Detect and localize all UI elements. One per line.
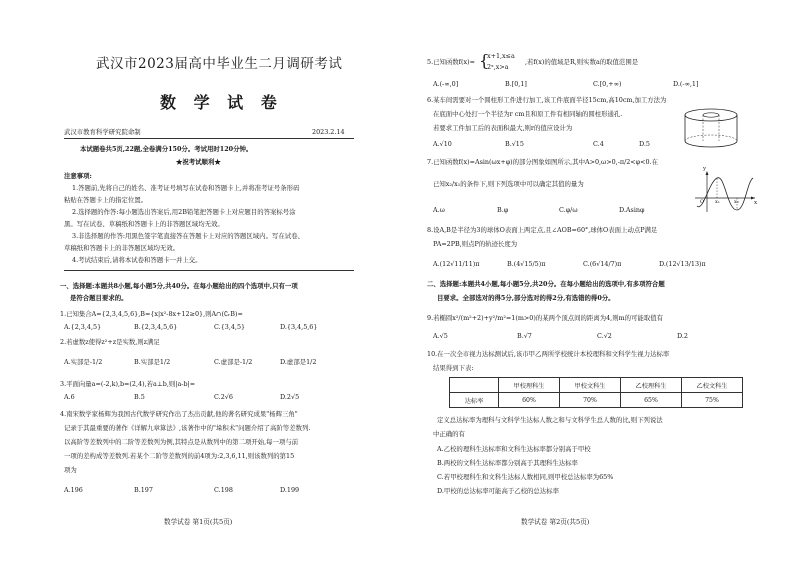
q10-option-a: A.乙校的理科生达标率和文科生达标率都分别高于甲校 <box>437 445 591 453</box>
table-cell: 65% <box>621 393 682 408</box>
notes-title: 注意事项: <box>64 172 92 180</box>
exam-info: 本试题卷共5页,22题,全卷满分150分。考试用时120分钟。 <box>80 145 253 153</box>
header-rule <box>64 138 354 139</box>
exam-date: 2023.2.14 <box>312 128 345 136</box>
q6-option-c: C.4 <box>593 140 604 148</box>
note-line: 粘贴在答题卡上的指定位置。 <box>64 196 148 204</box>
table-header-row <box>450 378 743 393</box>
q9-option-d: D.2 <box>677 332 688 340</box>
graph-label-x2: x₂ <box>734 199 739 205</box>
good-luck: ★祝考试顺利★ <box>176 158 221 166</box>
question-3: 3.平面向量a=(-2,k),b=(2,4),若a⊥b,则|a-b|= <box>60 380 196 388</box>
q3-option-b: B.5 <box>134 393 145 401</box>
q7-option-c: C.φ/ω <box>559 206 578 214</box>
graph-label-y: y <box>703 166 707 172</box>
q8-option-a: A.(12√11/11)π <box>433 260 480 268</box>
table-cell: 70% <box>560 393 621 408</box>
pass-rate-table <box>449 377 743 408</box>
notes-rule <box>64 270 354 271</box>
page-footer: 数学试卷 第1页(共5页) <box>164 518 233 526</box>
q7-option-a: A.ω <box>433 206 445 214</box>
q4-option-c: C.198 <box>214 486 233 494</box>
note-line: 3.非选择题的作答:用黑色签字笔直接答在答题卡上对应的答题区域内。写在试卷、 <box>72 232 304 240</box>
q3-option-d: D.2√5 <box>280 393 300 401</box>
question-4-line: 记录于其最重要的著作《详解九章算法》,该著作中的"垛积术"问题介绍了高阶等差数列. <box>64 424 311 432</box>
table-cell: 60% <box>499 393 560 408</box>
q2-option-d: D.虚部是1/2 <box>280 358 317 366</box>
graph-label-origin: O <box>700 199 705 205</box>
q5-option-a: A.(-∞,0] <box>433 80 459 88</box>
q4-option-d: D.199 <box>280 486 300 494</box>
section1-heading: 一、选择题:本题共8小题,每小题5分,共40分。在每小题给出的四个选项中,只有一项 <box>60 282 298 290</box>
question-5-suffix: ,若f(x)的值域是R,则实数a的取值范围是 <box>525 58 639 66</box>
question-10-line: 结果得到下表: <box>433 364 474 372</box>
publisher: 武汉市教育科学研究院命制 <box>64 128 141 136</box>
q1-option-a: A.{2,3,4,5} <box>64 323 102 331</box>
question-1: 1.已知集合A={2,3,4,5,6},B={x|x²-8x+12≥0},则A∩(∁ᵣB)= <box>60 310 243 318</box>
table-row <box>450 393 743 408</box>
q3-option-c: C.2√6 <box>214 393 233 401</box>
table-header-cell <box>450 378 499 393</box>
q9-option-b: B.√7 <box>517 332 532 340</box>
q9-option-c: C.√2 <box>597 332 612 340</box>
section1-heading: 是符合题目要求的。 <box>70 294 128 302</box>
q10-option-c: C.若甲校理科生和文科生达标人数相同,则甲校总达标率为65% <box>437 473 614 481</box>
question-6-line: 若要求工件加工后的表面积最大,则r的值应设计为 <box>433 124 573 132</box>
question-4-line: 4.南宋数学家杨辉为我国古代数学研究作出了杰出贡献,他的著名研究成果"杨辉三角" <box>60 410 298 418</box>
table-header-cell: 乙校文科生 <box>682 378 743 393</box>
q10-option-d: D.甲校的总达标率可能高于乙校的总达标率 <box>437 487 559 495</box>
question-6-line: 6.某车间需要对一个圆柱形工件进行加工,该工件底面半径15cm,高10cm,加工方法为 <box>427 96 667 104</box>
note-line: 4.考试结束后,请将本试卷和答题卡一并上交。 <box>72 256 202 264</box>
q8-option-d: D.(12√13/13)π <box>659 260 706 268</box>
question-9: 9.若椭圆x²/(m²+2)+y²/m²=1(m>0)的某两个顶点间的距离为4,则m的可能取值有 <box>427 314 663 322</box>
table-header-cell: 乙校理科生 <box>621 378 682 393</box>
q5-case-2: 2ˣ,x>a <box>487 63 509 71</box>
question-8-line: 8.设A,B是半径为3的球体O表面上两定点,且∠AOB=60°,球体O表面上动点P满足 <box>427 226 658 234</box>
question-8-line: PA=2PB,则点P的轨迹长度为 <box>433 240 518 248</box>
note-line: 2.选择题的作答:每小题选出答案后,用2B铅笔把答题卡上对应题目的答案标号涂 <box>72 208 296 216</box>
q1-option-c: C.{3,4,5} <box>214 323 246 331</box>
question-4-line: 一项的差构成等差数列.若某个二阶等差数列的前4项为:2,3,6,11,则该数列的第15 <box>64 452 295 460</box>
note-line: 黑。写在试卷、草稿纸和答题卡上的非答题区域均无效。 <box>64 220 224 228</box>
question-7-line: 已知x₂/x₁的条件下,则下列选项中可以确定其值的量为 <box>433 180 584 188</box>
q5-option-c: C.[0,+∞) <box>593 80 622 88</box>
note-line: 草稿纸和答题卡上的非答题区域均无效。 <box>64 244 180 252</box>
table-cell: 达标率 <box>450 393 499 408</box>
page-footer: 数学试卷 第2页(共5页) <box>521 518 590 526</box>
section2-heading: 目要求。全部选对的得5分,部分选对的得2分,有选错的得0分。 <box>437 294 615 302</box>
q8-option-c: C.(6√14/7)π <box>583 260 622 268</box>
q10-option-b: B.两校的文科生达标率都分别高于其理科生达标率 <box>437 459 578 467</box>
q1-option-d: D.{3,4,5,6} <box>280 323 318 331</box>
question-10-line: 10.在一次全市视力达标测试后,该市甲乙两所学校统计本校理科和文科学生视力达标率 <box>427 350 670 358</box>
q5-option-d: D.(-∞,1] <box>673 80 699 88</box>
table-cell: 75% <box>682 393 743 408</box>
right-page <box>397 0 794 561</box>
question-4-line: 以高阶等差数列中的二阶等差数列为例,其特点是从数列中的第二项开始,每一项与前 <box>64 438 299 446</box>
sine-graph-figure <box>693 168 759 214</box>
q2-option-c: C.虚部是-1/2 <box>214 358 253 366</box>
exam-title: 武汉市2023届高中毕业生二月调研考试 <box>96 56 343 72</box>
q6-option-d: D.5 <box>639 140 650 148</box>
q2-option-b: B.实部是1/2 <box>134 358 171 366</box>
graph-label-x1: x₁ <box>715 199 720 205</box>
q9-option-a: A.√5 <box>433 332 448 340</box>
q6-option-b: B.√15 <box>505 140 524 148</box>
note-line: 1.答题前,先将自己的姓名、准考证号填写在试卷和答题卡上,并将准考证号条形码 <box>72 184 300 192</box>
q8-option-b: B.(4√15/5)π <box>507 260 546 268</box>
q5-case-1: x+1,x≤a <box>487 52 515 60</box>
q4-option-b: B.197 <box>134 486 153 494</box>
cylinder-workpiece-figure <box>681 106 741 150</box>
question-4-line: 项为 <box>64 466 77 474</box>
q7-option-b: B.φ <box>497 206 509 214</box>
q1-option-b: B.{2,3,4,5,6} <box>134 323 178 331</box>
q6-option-a: A.√10 <box>433 140 452 148</box>
question-6-line: 在底面中心处打一个半径为r cm且和原工件有相同轴的圆柱形通孔. <box>433 110 623 118</box>
question-10-line: 定义总达标率为理科与文科学生达标人数之和与文科学生总人数的比,则下列说法 <box>437 416 663 424</box>
graph-label-x: x <box>754 200 758 206</box>
question-7-line: 7.已知函数f(x)=Asin(ωx+φ)的部分图象如图所示,其中A>0,ω>0,-π/2<φ<0.在 <box>427 158 658 166</box>
q3-option-a: A.6 <box>64 393 75 401</box>
q4-option-a: A.196 <box>64 486 83 494</box>
q5-option-b: B.[0,1] <box>505 80 527 88</box>
question-10-line: 中正确的有 <box>433 430 465 438</box>
table-header-cell: 甲校文科生 <box>560 378 621 393</box>
section2-heading: 二、选择题:本题共4小题,每小题5分,共20分。在每小题给出的选项中,有多项符合题 <box>427 280 665 288</box>
question-2: 2.若虚数z使得z²+z是实数,则z满足 <box>60 338 160 346</box>
subject-title: 数 学 试 卷 <box>160 93 283 112</box>
q7-option-d: D.Asinφ <box>619 206 645 214</box>
table-header-cell: 甲校理科生 <box>499 378 560 393</box>
q2-option-a: A.实部是-1/2 <box>64 358 103 366</box>
question-5-prefix: 5.已知函数f(x)= <box>427 58 475 66</box>
brace-icon: { <box>479 51 490 70</box>
